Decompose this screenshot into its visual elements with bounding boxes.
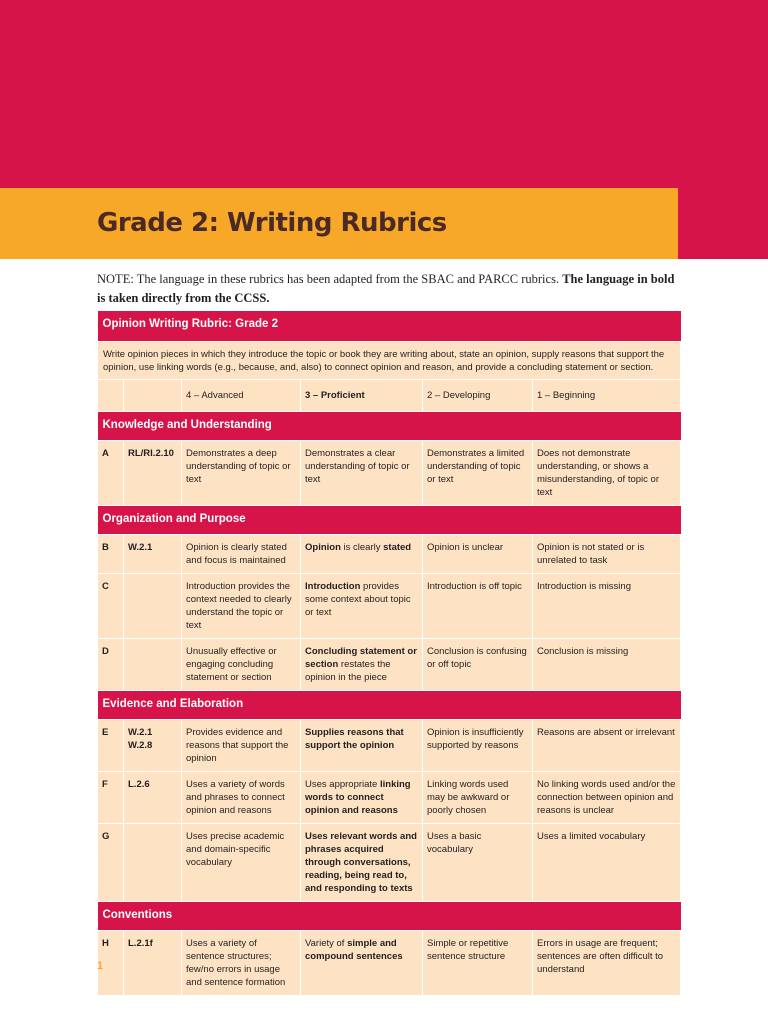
cell-beginning: Reasons are absent or irrelevant <box>533 720 681 772</box>
header-proficient: 3 – Proficient <box>301 380 423 412</box>
cell-developing: Opinion is insufficiently supported by reasons <box>423 720 533 772</box>
row-standard: RL/RI.2.10 <box>124 441 182 506</box>
bold-text: linking words to connect opinion and reasons <box>305 779 411 816</box>
bold-text: Concluding statement or section <box>305 646 417 670</box>
header-advanced: 4 – Advanced <box>182 380 301 412</box>
table-row <box>98 931 681 996</box>
row-letter: E <box>98 720 124 772</box>
cell-proficient: Supplies reasons that support the opinion <box>301 720 423 772</box>
cell-advanced: Provides evidence and reasons that support the opinion <box>182 720 301 772</box>
rubric-note <box>97 270 682 308</box>
score-header-row <box>98 380 681 412</box>
title-band-edge <box>678 188 768 259</box>
top-color-band <box>0 0 768 188</box>
rubric-title-row <box>98 311 681 342</box>
text: restates the opinion in the piece <box>305 659 391 683</box>
header-blank-cell <box>124 380 182 412</box>
header-developing: 2 – Developing <box>423 380 533 412</box>
section-conventions: Conventions <box>98 902 681 931</box>
cell-advanced: Uses a variety of words and phrases to connect opinion and reasons <box>182 772 301 824</box>
bold-text: stated <box>383 542 412 553</box>
cell-advanced: Demonstrates a deep understanding of topic or text <box>182 441 301 506</box>
table-row <box>98 535 681 574</box>
section-knowledge-row <box>98 412 681 441</box>
row-letter: G <box>98 824 124 902</box>
opinion-writing-rubric-table <box>97 311 681 996</box>
table-row <box>98 639 681 691</box>
page-number: 1 <box>97 960 104 972</box>
row-letter: F <box>98 772 124 824</box>
cell-beginning: Introduction is missing <box>533 574 681 639</box>
cell-advanced: Introduction provides the context needed to clearly understand the topic or text <box>182 574 301 639</box>
table-row <box>98 441 681 506</box>
note-bold-text: The language in bold is taken directly from the CCSS. <box>97 272 675 305</box>
cell-beginning: Conclusion is missing <box>533 639 681 691</box>
cell-proficient <box>301 639 423 691</box>
row-standard: W.2.1 <box>124 535 182 574</box>
row-letter: D <box>98 639 124 691</box>
cell-developing: Demonstrates a limited understanding of topic or text <box>423 441 533 506</box>
row-letter: H <box>98 931 124 996</box>
rubric-intro-row <box>98 342 681 380</box>
cell-developing: Opinion is unclear <box>423 535 533 574</box>
cell-beginning: Does not demonstrate understanding, or shows a misunderstanding, of topic or text <box>533 441 681 506</box>
bold-text: Opinion <box>305 542 341 553</box>
header-beginning: 1 – Beginning <box>533 380 681 412</box>
row-standard <box>124 720 182 772</box>
cell-developing: Simple or repetitive sentence structure <box>423 931 533 996</box>
cell-proficient <box>301 535 423 574</box>
text: Uses appropriate <box>305 779 380 790</box>
cell-developing: Conclusion is confusing or off topic <box>423 639 533 691</box>
note-text: NOTE: The language in these rubrics has been adapted from the SBAC and PARCC rubrics. <box>97 272 563 286</box>
section-knowledge: Knowledge and Understanding <box>98 412 681 441</box>
cell-proficient <box>301 574 423 639</box>
row-standard: L.2.6 <box>124 772 182 824</box>
cell-beginning: No linking words used and/or the connection between opinion and reasons is unclear <box>533 772 681 824</box>
section-organization-row <box>98 506 681 535</box>
row-standard <box>124 574 182 639</box>
page-title: Grade 2: Writing Rubrics <box>97 208 447 238</box>
cell-proficient: Demonstrates a clear understanding of topic or text <box>301 441 423 506</box>
cell-developing: Uses a basic vocabulary <box>423 824 533 902</box>
rubric-title: Opinion Writing Rubric: Grade 2 <box>98 311 681 342</box>
cell-advanced: Uses a variety of sentence structures; few/no errors in usage and sentence formation <box>182 931 301 996</box>
row-standard <box>124 639 182 691</box>
text: Variety of <box>305 938 348 949</box>
row-letter: A <box>98 441 124 506</box>
bold-text: simple and compound sentences <box>305 938 403 962</box>
text: provides some context about topic or text <box>305 581 411 618</box>
standard-line: W.2.1 <box>128 727 153 738</box>
cell-proficient <box>301 931 423 996</box>
table-row <box>98 574 681 639</box>
cell-beginning: Errors in usage are frequent; sentences are often difficult to understand <box>533 931 681 996</box>
cell-advanced: Unusually effective or engaging concluding statement or section <box>182 639 301 691</box>
table-row <box>98 720 681 772</box>
bold-text: Introduction <box>305 581 361 592</box>
section-evidence: Evidence and Elaboration <box>98 691 681 720</box>
cell-developing: Introduction is off topic <box>423 574 533 639</box>
section-evidence-row <box>98 691 681 720</box>
cell-developing: Linking words used may be awkward or poorly chosen <box>423 772 533 824</box>
text: is clearly <box>340 542 384 553</box>
cell-beginning: Uses a limited vocabulary <box>533 824 681 902</box>
header-blank-cell <box>98 380 124 412</box>
standard-line: W.2.8 <box>128 740 153 751</box>
table-row <box>98 772 681 824</box>
section-conventions-row <box>98 902 681 931</box>
row-letter: B <box>98 535 124 574</box>
cell-proficient: Uses relevant words and phrases acquired through conversations, reading, being read to, and responding to texts <box>301 824 423 902</box>
cell-beginning: Opinion is not stated or is unrelated to task <box>533 535 681 574</box>
rubric-intro: Write opinion pieces in which they introduce the topic or book they are writing about, state an opinion, supply reasons that support the opinion, use linking words (e.g., because, and, also) to connect opinion and reason, and provide a concluding statement or section. <box>98 342 681 380</box>
row-standard <box>124 824 182 902</box>
row-letter: C <box>98 574 124 639</box>
cell-advanced: Opinion is clearly stated and focus is maintained <box>182 535 301 574</box>
cell-advanced: Uses precise academic and domain-specific vocabulary <box>182 824 301 902</box>
row-standard: L.2.1f <box>124 931 182 996</box>
section-organization: Organization and Purpose <box>98 506 681 535</box>
cell-proficient <box>301 772 423 824</box>
table-row <box>98 824 681 902</box>
